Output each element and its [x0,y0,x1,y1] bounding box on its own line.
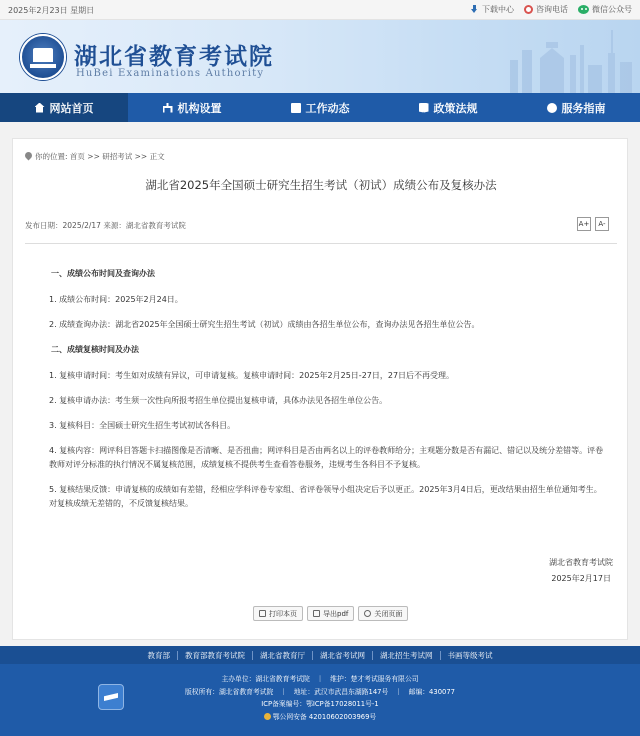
paragraph: 1. 成绩公布时间：2025年2月24日。 [49,295,183,304]
font-decrease-button[interactable]: A- [595,217,609,231]
section-heading: 二、成绩复核时间及办法 [51,345,139,354]
footer-link[interactable]: 湖北省考试网 [313,651,373,660]
nav-item-label: 网站首页 [49,101,94,115]
org-icon [163,103,173,113]
article-body [49,267,609,522]
nav-item-label: 工作动态 [305,101,350,115]
section-heading: 一、成绩公布时间及查询办法 [51,269,155,278]
site-subtitle: HuBei Examinations Authority [76,68,265,79]
nav-item-home[interactable] [0,93,128,122]
download-center-link[interactable] [470,4,514,15]
download-center-label: 下载中心 [482,5,514,14]
site-logo[interactable] [20,34,66,80]
font-increase-button[interactable]: A+ [577,217,591,231]
footer-copyright: 版权所有：湖北省教育考试院 ｜ 地址：武汉市武昌东湖路147号 ｜ 邮编：430077 [184,687,455,696]
footer-info [0,673,640,723]
wechat-link[interactable] [578,4,632,15]
nav-item-label: 政策法规 [433,101,478,115]
page-tools [253,606,408,621]
top-links [470,4,632,15]
paragraph: 2. 复核申请办法：考生须一次性向所报考招生单位提出复核申请，具体办法见各招生单位公告。 [49,396,388,405]
close-page-button[interactable] [358,606,408,621]
main-nav [0,93,640,122]
breadcrumb-text: 你的位置: 首页 >> 研招考试 >> 正文 [35,152,165,161]
footer-host: 主办单位：湖北省教育考试院 ｜ 维护：楚才考试服务有限公司 [221,675,419,683]
signature-org: 湖北省教育考试院 [549,558,613,567]
print-label: 打印本页 [269,609,297,618]
wechat-label: 微信公众号 [592,5,632,14]
export-pdf-label: 导出pdf [323,609,349,618]
nav-item-policy[interactable] [384,93,512,122]
skyline-decoration [440,20,640,93]
article-panel [12,138,628,640]
footer-police-text: 鄂公网安备 42010602003969号 [272,712,377,721]
footer-links [0,646,640,664]
nav-item-organization[interactable] [128,93,256,122]
wechat-icon [578,5,589,14]
breadcrumb [25,151,165,162]
footer-link[interactable]: 教育部教育考试院 [178,651,253,660]
news-icon [291,103,301,113]
top-bar [0,0,640,20]
footer-icp[interactable]: ICP备案编号：鄂ICP备17028011号-1 [261,700,379,709]
print-icon [259,610,266,617]
police-emblem-icon [264,713,271,720]
paragraph: 4. 复核内容：网评科目答题卡扫描图像是否清晰、是否扭曲；网评科目是否由两名以上的评卷教师给分；主观题分数是否有漏记、错记以及统分差错等。评卷教师对评分标准的执行情况不属复核范围，成绩复核不提供考生查看答卷服务，违规考生各科目不予复核。 [49,446,604,469]
phone-icon [524,5,533,14]
pdf-icon [313,610,320,617]
close-page-label: 关闭页面 [374,609,403,618]
site-title: 湖北省教育考试院 [74,43,274,70]
footer-link[interactable]: 教育部 [141,651,179,660]
footer-link[interactable]: 湖北招生考试网 [373,651,441,660]
article-meta: 发布日期：2025/2/17 来源：湖北省教育考试院 [25,221,186,230]
nav-item-news[interactable] [256,93,384,122]
divider [25,243,617,244]
footer-police-record[interactable] [0,711,640,724]
paragraph: 2. 成绩查询办法：湖北省2025年全国硕士研究生招生考试（初试）成绩由各招生单位公布，查询办法见各招生单位公告。 [49,320,480,329]
footer-link[interactable]: 书画等级考试 [447,650,493,660]
nav-item-service[interactable] [512,93,640,122]
export-pdf-button[interactable] [307,606,354,621]
signature-date: 2025年2月17日 [551,574,611,583]
paragraph: 1. 复核申请时间：考生如对成绩有异议，可申请复核。复核申请时间：2025年2月25日-27日，27日后不再受理。 [49,371,455,380]
hotline-label: 咨询电话 [536,5,568,14]
font-size-controls [577,217,609,231]
download-icon [470,5,479,14]
location-pin-icon [25,152,32,161]
law-icon [419,103,429,113]
nav-item-label: 机构设置 [177,101,222,115]
service-icon [547,103,557,113]
hotline-link[interactable] [524,4,568,15]
home-icon [35,103,45,113]
site-footer [0,646,640,736]
close-icon [364,610,371,617]
print-button[interactable] [253,606,303,621]
nav-item-label: 服务指南 [561,101,606,115]
current-date: 2025年2月23日 星期日 [8,6,95,15]
paragraph: 5. 复核结果反馈：申请复核的成绩如有差错，经相应学科评卷专家组、省评卷领导小组决定后予以更正。2025年3月4日后，更改结果由招生单位通知考生。对复核成绩无差错的，不反馈复核结果。 [49,485,602,508]
article-title: 湖北省2025年全国硕士研究生招生考试（初试）成绩公布及复核办法 [145,178,497,192]
paragraph: 3. 复核科目：全国硕士研究生招生考试初试各科目。 [49,421,236,430]
site-header [0,20,640,93]
footer-link[interactable]: 湖北省教育厅 [253,651,313,660]
